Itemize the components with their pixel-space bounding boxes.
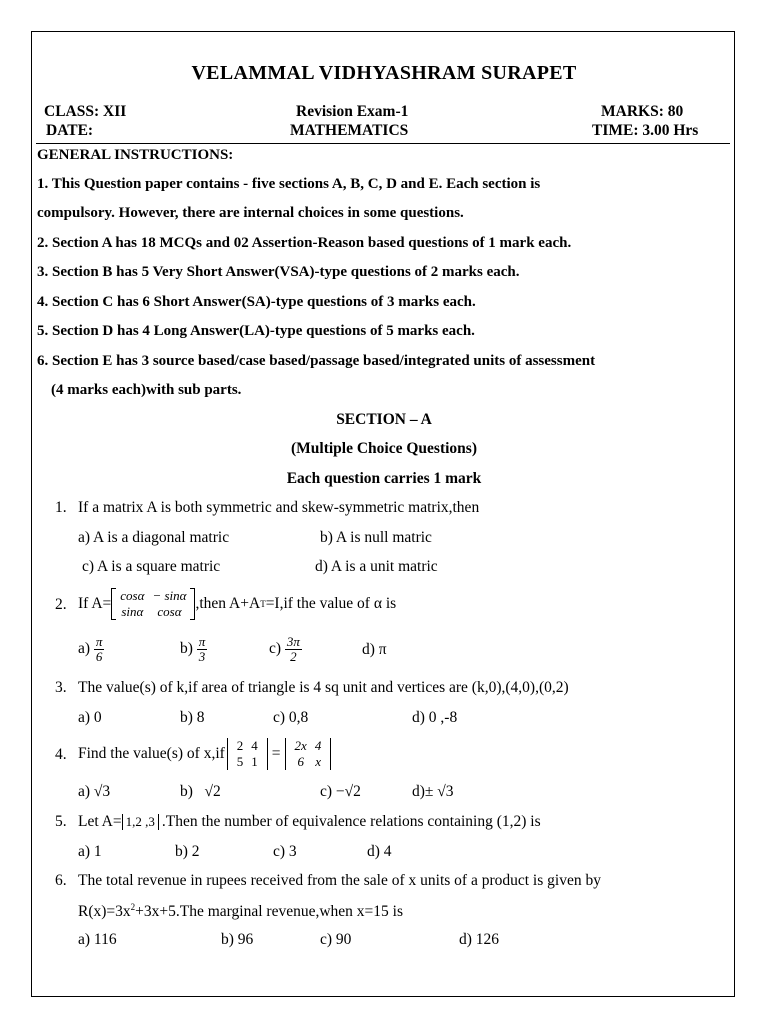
det-cell: 4	[314, 738, 322, 753]
det-cell: 6	[297, 754, 304, 769]
q5-post: .Then the number of equivalence relations containing (1,2) is	[161, 813, 541, 830]
option-c: c) 3	[273, 843, 297, 860]
determinant-left	[227, 738, 268, 770]
option-d: d) 126	[459, 931, 500, 948]
instruction-line: 1. This Question paper contains - five sections A, B, C, D and E. Each section is	[37, 176, 541, 192]
question-text: The total revenue in rupees received from the sale of x units of a product is given by	[78, 872, 601, 889]
option-a: a) 1	[78, 843, 102, 860]
question-text-line2	[78, 902, 403, 921]
exponent: 2	[130, 902, 136, 912]
q2-post: =I,if the value of α is	[265, 595, 397, 612]
class-label: CLASS: XII	[44, 103, 127, 120]
section-subtitle: (Multiple Choice Questions)	[291, 440, 477, 457]
option-b: b) 8	[180, 709, 205, 726]
question-number: 4.	[55, 746, 67, 763]
q2-prefix: If A=	[78, 595, 112, 612]
option-a: a) A is a diagonal matric	[78, 529, 230, 546]
option-label: b)	[180, 640, 193, 657]
option-c: c) A is a square matric	[82, 558, 221, 575]
matrix-cell: sinα	[121, 604, 144, 619]
numerator: π	[198, 633, 206, 649]
equals-sign: =	[271, 745, 281, 762]
transpose-sup: T	[260, 599, 266, 609]
option-d: d) 4	[367, 843, 392, 860]
option-b	[180, 634, 207, 664]
option-d: d) π	[362, 641, 387, 658]
q2-mid: ,then A+A	[195, 595, 261, 612]
fraction	[197, 635, 208, 664]
fraction	[285, 635, 302, 664]
instruction-line: 6. Section E has 3 source based/case based/passage based/integrated units of assessment	[37, 353, 596, 369]
denominator: 3	[198, 648, 206, 664]
option-a: a) 0	[78, 709, 102, 726]
time-label: TIME: 3.00 Hrs	[592, 122, 699, 139]
subject-title: MATHEMATICS	[290, 122, 409, 139]
denominator: 2	[290, 648, 297, 664]
date-label: DATE:	[46, 122, 94, 139]
det-cell: 5	[236, 754, 244, 769]
exam-title: Revision Exam-1	[296, 103, 409, 120]
option-c	[269, 634, 302, 664]
numerator: 3π	[286, 633, 300, 649]
option-label: b)	[180, 783, 193, 800]
question-number: 5.	[55, 813, 67, 830]
question-text: If a matrix A is both symmetric and skew-symmetric matrix,then	[78, 499, 480, 516]
matrix-cell: cosα	[157, 604, 182, 619]
option-value: √2	[204, 783, 221, 800]
option-b: b) 96	[221, 931, 254, 948]
numerator: π	[95, 633, 103, 649]
det-cell: 2	[236, 738, 244, 753]
instruction-line: 3. Section B has 5 Very Short Answer(VSA)-type questions of 2 marks each.	[37, 264, 520, 280]
q6-line2-post: +3x+5.The marginal revenue,when x=15 is	[135, 903, 404, 921]
det-cell: x	[315, 754, 321, 769]
option-b: b) 2	[175, 843, 200, 860]
q4-prefix: Find the value(s) of x,if	[78, 745, 225, 762]
det-cell: 4	[251, 738, 258, 753]
question-text	[78, 586, 396, 622]
school-name: VELAMMAL VIDHYASHRAM SURAPET	[191, 62, 577, 84]
question-text	[78, 811, 541, 833]
header-divider	[36, 143, 730, 144]
option-d: d) A is a unit matric	[315, 558, 438, 575]
option-a	[78, 634, 104, 664]
matrix-a	[111, 588, 195, 620]
question-text: The value(s) of k,if area of triangle is 4 sq unit and vertices are (k,0),(4,0),(0,2)	[78, 679, 569, 696]
marks-label: MARKS: 80	[601, 103, 684, 120]
option-label: a)	[78, 640, 91, 657]
section-note: Each question carries 1 mark	[286, 470, 482, 487]
matrix-cell: cosα	[120, 588, 145, 603]
instruction-line: 4. Section C has 6 Short Answer(SA)-type questions of 3 marks each.	[37, 294, 476, 310]
section-title: SECTION – A	[336, 411, 432, 428]
instruction-line: 5. Section D has 4 Long Answer(LA)-type questions of 5 marks each.	[37, 323, 475, 339]
instruction-line: (4 marks each)with sub parts.	[51, 382, 242, 398]
det-cell: 1	[251, 754, 258, 769]
option-b	[180, 783, 221, 801]
option-a: a) 116	[78, 931, 117, 948]
denominator: 6	[95, 648, 103, 664]
fraction	[94, 635, 105, 664]
option-label: c)	[269, 640, 282, 657]
option-c: c) 0,8	[273, 709, 309, 726]
instruction-line: 2. Section A has 18 MCQs and 02 Assertion-Reason based questions of 1 mark each.	[37, 235, 572, 251]
question-number: 6.	[55, 872, 67, 889]
option-c: c) 90	[320, 931, 352, 948]
q5-prefix: Let A=	[78, 813, 122, 830]
question-number: 3.	[55, 679, 67, 696]
option-d: d) 0 ,-8	[412, 709, 458, 726]
determinant-right	[285, 738, 332, 770]
question-number: 1.	[55, 499, 67, 516]
instructions-title: GENERAL INSTRUCTIONS:	[37, 147, 234, 163]
instruction-line: compulsory. However, there are internal choices in some questions.	[37, 205, 464, 221]
option-c: c) −√2	[320, 783, 361, 800]
option-a: a) √3	[78, 783, 111, 800]
question-number: 2.	[55, 596, 67, 613]
det-cell: 2x	[294, 738, 307, 753]
q6-line2-pre: R(x)=3x	[78, 903, 131, 921]
set-braces: 1,2 ,3	[122, 814, 159, 830]
option-b: b) A is null matric	[320, 529, 432, 546]
question-text	[78, 736, 331, 772]
option-d: d)± √3	[412, 783, 454, 800]
matrix-cell: − sinα	[152, 588, 187, 603]
